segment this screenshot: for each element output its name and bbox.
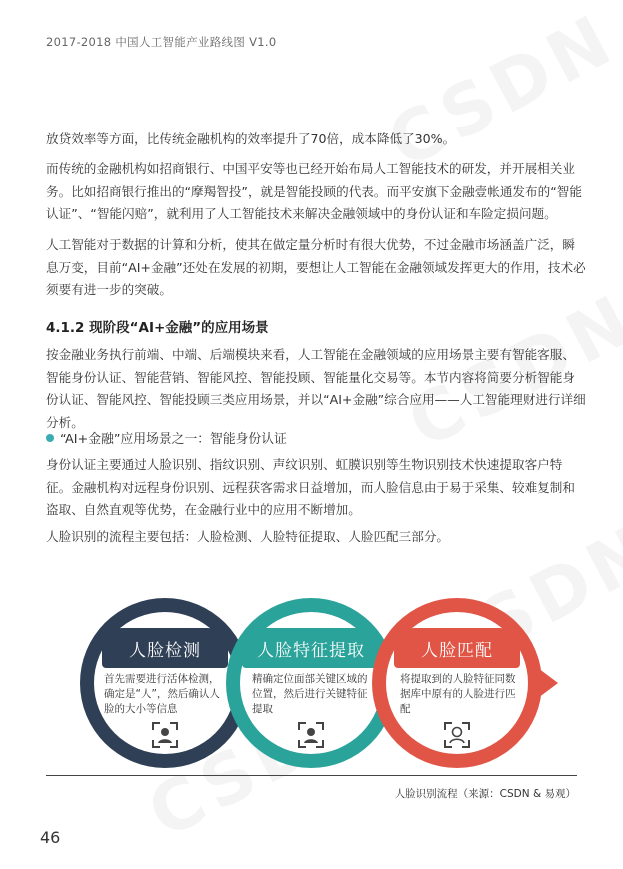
bullet-heading-text: “AI+金融”应用场景之一：智能身份认证 bbox=[60, 432, 287, 447]
paragraph bbox=[46, 344, 586, 434]
caption-rule bbox=[46, 775, 577, 776]
step-title: 人脸匹配 bbox=[394, 628, 520, 668]
paragraph bbox=[46, 526, 586, 549]
flow-step-face-matching bbox=[372, 598, 542, 768]
section-heading: 4.1.2 现阶段“AI+金融”的应用场景 bbox=[46, 320, 269, 336]
arrow-right-icon bbox=[538, 668, 558, 698]
paragraph-text: 人脸识别的流程主要包括：人脸检测、人脸特征提取、人脸匹配三部分。 bbox=[46, 529, 449, 544]
face-scan-icon bbox=[297, 721, 325, 749]
figure-caption: 人脸识别流程（来源：CSDN & 易观） bbox=[394, 788, 576, 800]
paragraph bbox=[46, 454, 586, 522]
paragraph-text: 放贷效率等方面，比传统金融机构的效率提升了70倍，成本降低了30%。 bbox=[46, 131, 456, 146]
step-description: 将提取到的人脸特征同数据库中原有的人脸进行匹配 bbox=[400, 673, 516, 715]
paragraph-text: 身份认证主要通过人脸识别、指纹识别、声纹识别、虹膜识别等生物识别技术快速提取客户特征。金融机构对远程身份识别、远程获客需求日益增加，而人脸信息由于易于采集、较难复制和盗取、自然直观等优势，在金融行业中的应用不断增加。 bbox=[46, 457, 575, 517]
paragraph-text: 人工智能对于数据的计算和分析，使其在做定量分析时有很大优势，不过金融市场涵盖广泛，瞬息万变，目前“AI+金融”还处在发展的初期，要想让人工智能在金融领域发挥更大的作用，技术必须要有进一步的突破。 bbox=[46, 237, 586, 297]
face-match-icon bbox=[443, 721, 471, 749]
step-title: 人脸特征提取 bbox=[242, 628, 380, 668]
bullet-dot-icon bbox=[46, 434, 54, 442]
flow-step-feature-extraction bbox=[226, 598, 396, 768]
paragraph-text: 按金融业务执行前端、中端、后端模块来看，人工智能在金融领域的应用场景主要有智能客服、智能身份认证、智能营销、智能风控、智能投顾、智能量化交易等。本节内容将简要分析智能身份认证、智能风控、智能投顾三类应用场景，并以“AI+金融”综合应用——人工智能理财进行详细分析。 bbox=[46, 347, 586, 430]
watermark bbox=[375, 0, 623, 184]
paragraph bbox=[46, 234, 586, 302]
flow-step-face-detection bbox=[80, 598, 250, 768]
face-scan-icon bbox=[151, 721, 179, 749]
step-description: 精确定位面部关键区域的位置，然后进行关键特征提取 bbox=[252, 673, 368, 715]
step-description: 首先需要进行活体检测，确定是“人”，然后确认人脸的大小等信息 bbox=[104, 673, 220, 715]
bullet-heading bbox=[46, 428, 287, 447]
paragraph bbox=[46, 158, 586, 226]
paragraph bbox=[46, 128, 586, 151]
page-number: 46 bbox=[40, 828, 61, 847]
step-title: 人脸检测 bbox=[102, 628, 228, 668]
paragraph-text: 而传统的金融机构如招商银行、中国平安等也已经开始布局人工智能技术的研发，并开展相关业务。比如招商银行推出的“摩羯智投”，就是智能投顾的代表。而平安旗下金融壹帐通发布的“智能认证”、“智能闪赔”，就利用了人工智能技术来解决金融领域中的身份认证和车险定损问题。 bbox=[46, 161, 582, 221]
document-header: 2017-2018 中国人工智能产业路线图 V1.0 bbox=[46, 35, 277, 49]
